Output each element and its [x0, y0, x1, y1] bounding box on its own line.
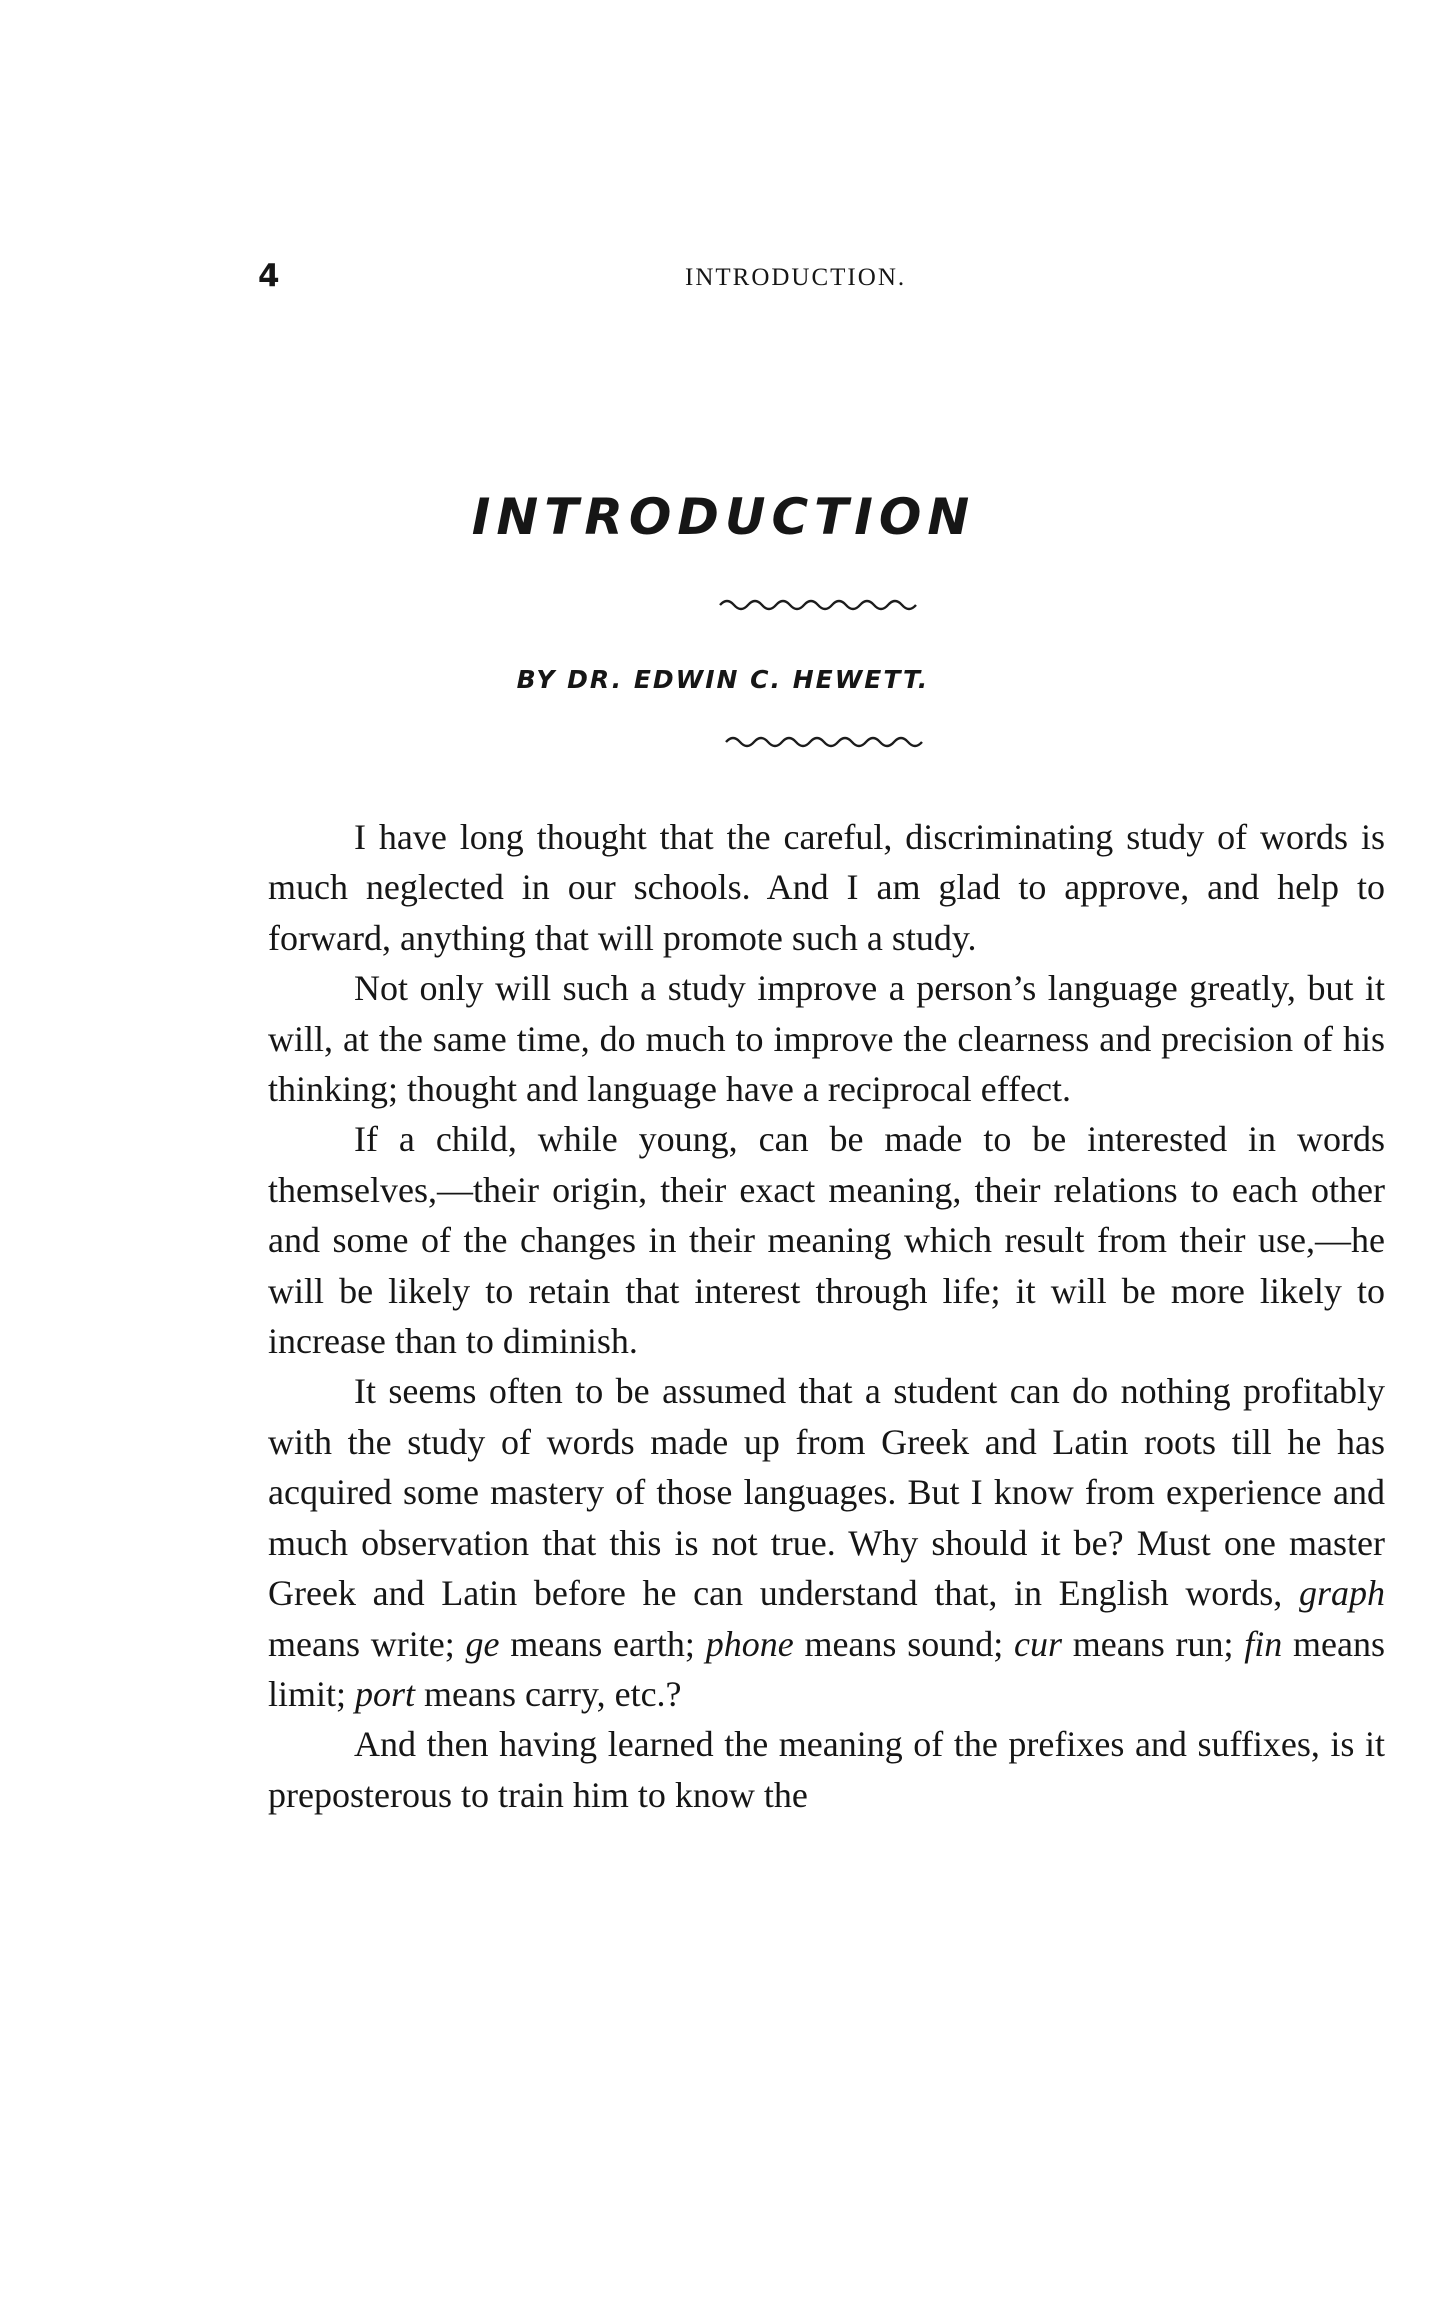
wavy-ornament-top: [718, 595, 920, 615]
chapter-title: INTRODUCTION: [471, 488, 976, 546]
paragraph-4-text: means run;: [1061, 1623, 1245, 1664]
running-head: [255, 258, 1385, 298]
body-text: [268, 812, 1385, 1820]
running-title: INTRODUCTION.: [685, 264, 907, 291]
root-word-fin: fin: [1244, 1623, 1283, 1664]
root-word-port: port: [355, 1673, 416, 1714]
paragraph-4-text: It seems often to be assumed that a student can do nothing profitably with the study of words made up from Greek and Latin roots till he has acquired some mastery of those languages. But I know from experience and much observation that this is not true. Why should it be? Must one master Greek and Latin before he can understand that, in English words,: [268, 1371, 1385, 1614]
paragraph-4: [268, 1366, 1385, 1719]
root-word-graph: graph: [1298, 1573, 1385, 1614]
paragraph-2: Not only will such a study improve a person’s language greatly, but it will, at the same time, do much to improve the clearness and precision of his thinking; thought and language have a reciprocal effect.: [268, 968, 1385, 1110]
paragraph-5: And then having learned the meaning of the prefixes and suffixes, is it preposterous to train him to know the: [268, 1724, 1385, 1815]
paragraph-4-text: means earth;: [499, 1623, 706, 1664]
paragraph-4-text: means carry, etc.?: [415, 1673, 682, 1714]
paragraph-3: If a child, while young, can be made to be interested in words themselves,—their origin, their exact meaning, their relations to each other and some of the changes in their meaning which result from their use,—he will be likely to retain that interest through life; it will be more likely to increase than to diminish.: [268, 1119, 1385, 1362]
root-word-phone: phone: [705, 1623, 794, 1664]
page-number: 4: [258, 258, 280, 294]
paragraph-4-text: means write;: [268, 1623, 466, 1664]
paragraph-4-text: means limit;: [268, 1623, 1386, 1714]
paragraph-1: I have long thought that the careful, discriminating study of words is much neglected in our schools. And I am glad to approve, and help to forward, anything that will promote such a study.: [268, 817, 1385, 958]
root-word-ge: ge: [465, 1623, 500, 1664]
paragraph-4-text: means sound;: [793, 1623, 1014, 1664]
author-byline: BY DR. EDWIN C. HEWETT.: [516, 665, 930, 694]
wavy-ornament-bottom: [724, 732, 930, 752]
root-word-cur: cur: [1013, 1623, 1062, 1664]
